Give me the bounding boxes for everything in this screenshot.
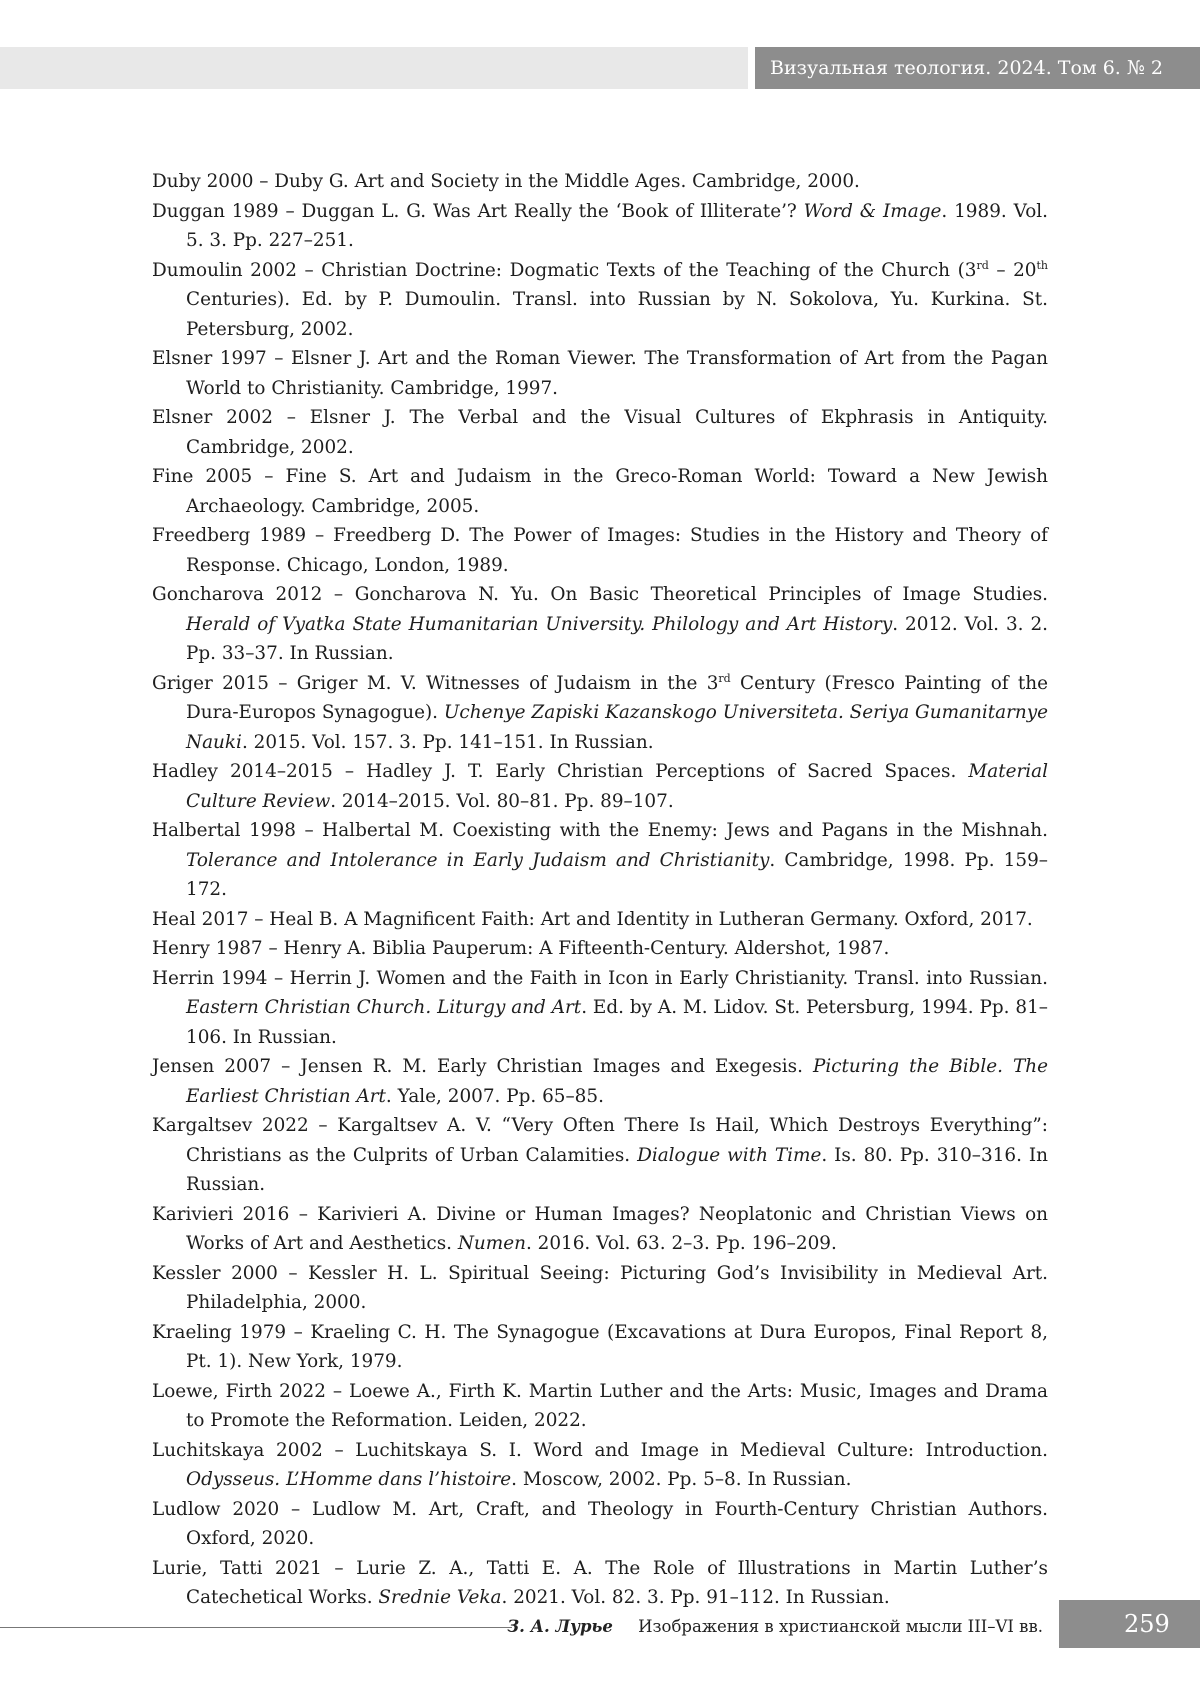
reference-text-segment: Kargaltsev 2022 – Kargaltsev A. V. “Very Often There Is Hail, Which Destroys Everything”: Christians as the Culprits of Urban Calamities.: [152, 1115, 1048, 1166]
reference-italic-segment: Srednie Veka: [378, 1587, 502, 1608]
reference-italic-segment: Eastern Christian Church. Liturgy and Art: [186, 997, 582, 1018]
reference-text-segment: . Yale, 2007. Pp. 65–85.: [385, 1085, 604, 1107]
reference-italic-segment: Picturing the Bible. The Earliest Christian Art: [186, 1056, 1049, 1107]
reference-text-segment: Century (Fresco Painting of the Dura-Europos Synagogue).: [186, 672, 1048, 723]
reference-text-segment: . 1989. Vol. 5. 3. Pp. 227–251.: [186, 200, 1048, 251]
reference-entry: [152, 1318, 1048, 1377]
reference-text-segment: . 2021. Vol. 82. 3. Pp. 91–112. In Russian.: [501, 1587, 890, 1608]
reference-text-segment: Heal 2017 – Heal B. A Magnificent Faith: Art and Identity in Lutheran Germany. Oxford, 2017.: [152, 908, 1033, 930]
reference-entry: [152, 905, 1048, 935]
reference-entry: [152, 462, 1048, 521]
reference-text-segment: . 2012. Vol. 3. 2. Pp. 33–37. In Russian.: [186, 613, 1048, 664]
journal-title: Визуальная теология. 2024. Том 6. № 2: [770, 57, 1163, 79]
reference-text-segment: Dumoulin 2002 – Christian Doctrine: Dogmatic Texts of the Teaching of the Church (3: [152, 259, 977, 281]
reference-entry: [152, 1052, 1048, 1111]
page-number: 259: [1124, 1610, 1170, 1638]
footer-article-title: Изображения в христианской мысли III–VI вв.: [638, 1617, 1043, 1636]
reference-text-segment: Freedberg 1989 – Freedberg D. The Power of Images: Studies in the History and Theory of Response. Chicago, London, 1989.: [152, 525, 1048, 576]
reference-entry: [152, 580, 1048, 669]
reference-text-segment: Duby 2000 – Duby G. Art and Society in the Middle Ages. Cambridge, 2000.: [152, 171, 860, 192]
reference-entry: [152, 1554, 1048, 1613]
reference-text-segment: Kessler 2000 – Kessler H. L. Spiritual Seeing: Picturing God’s Invisibility in Medieval Art. Philadelphia, 2000.: [152, 1262, 1048, 1313]
reference-italic-segment: Word & Image: [803, 200, 942, 222]
footer-rule: [0, 1627, 512, 1628]
footer-author: З. А. Лурье: [507, 1617, 613, 1636]
reference-text-segment: – 20: [988, 259, 1037, 281]
running-footer: [507, 1612, 1043, 1642]
reference-text-segment: . 2015. Vol. 157. 3. Pp. 141–151. In Russian.: [241, 731, 654, 753]
reference-entry: [152, 1111, 1048, 1200]
reference-text-segment: Loewe, Firth 2022 – Loewe A., Firth K. Martin Luther and the Arts: Music, Images and Drama to Promote the Reformation. Leiden, 2022.: [152, 1380, 1048, 1431]
reference-text-segment: . Moscow, 2002. Pp. 5–8. In Russian.: [511, 1469, 852, 1490]
reference-text-segment: Elsner 1997 – Elsner J. Art and the Roman Viewer. The Transformation of Art from the Pagan World to Christianity. Cambridge, 1997.: [152, 348, 1048, 399]
reference-text-segment: Herrin 1994 – Herrin J. Women and the Faith in Icon in Early Christianity. Transl. into Russian.: [152, 967, 1048, 989]
reference-text-segment: Luchitskaya 2002 – Luchitskaya S. I. Word and Image in Medieval Culture: Introduction.: [152, 1439, 1048, 1461]
reference-entry: [152, 1436, 1048, 1495]
reference-entry: [152, 256, 1048, 345]
reference-italic-segment: Material Culture Review: [186, 761, 1048, 812]
reference-text-segment: Duggan 1989 – Duggan L. G. Was Art Really the ‘Book of Illiterate’?: [152, 200, 804, 222]
reference-entry: [152, 669, 1048, 758]
reference-entry: [152, 816, 1048, 905]
reference-entry: [152, 521, 1048, 580]
reference-superscript: rd: [718, 671, 731, 685]
reference-superscript: rd: [976, 258, 989, 272]
reference-text-segment: Griger 2015 – Griger M. V. Witnesses of Judaism in the 3: [152, 672, 719, 694]
reference-superscript: th: [1036, 258, 1049, 272]
reference-text-segment: . 2014–2015. Vol. 80–81. Pp. 89–107.: [330, 790, 674, 812]
reference-text-segment: . Is. 80. Pp. 310–316. In Russian.: [186, 1144, 1048, 1195]
reference-entry: [152, 1377, 1048, 1436]
reference-text-segment: Fine 2005 – Fine S. Art and Judaism in the Greco-Roman World: Toward a New Jewish Archaeology. Cambridge, 2005.: [152, 466, 1048, 517]
header-bar-left: [0, 47, 748, 89]
reference-italic-segment: Odysseus. L’Homme dans l’histoire: [186, 1469, 512, 1490]
page-number-box: [1059, 1600, 1200, 1648]
reference-entry: [152, 934, 1048, 964]
reference-text-segment: . Ed. by A. M. Lidov. St. Petersburg, 1994. Pp. 81–106. In Russian.: [186, 997, 1048, 1048]
reference-italic-segment: Tolerance and Intolerance in Early Judaism and Christianity: [186, 849, 770, 871]
reference-text-segment: Halbertal 1998 – Halbertal M. Coexisting with the Enemy: Jews and Pagans in the Mishnah.: [152, 820, 1048, 841]
reference-text-segment: Henry 1987 – Henry A. Biblia Pauperum: A Fifteenth-Century. Aldershot, 1987.: [152, 938, 890, 959]
reference-text-segment: Karivieri 2016 – Karivieri A. Divine or Human Images? Neoplatonic and Christian Views on Works of Art and Aesthetics.: [152, 1203, 1048, 1254]
reference-entry: [152, 167, 1048, 197]
reference-text-segment: . Cambridge, 1998. Pp. 159–172.: [186, 849, 1048, 900]
reference-text-segment: Elsner 2002 – Elsner J. The Verbal and the Visual Cultures of Ekphrasis in Antiquity. Cambridge, 2002.: [152, 407, 1048, 458]
reference-entry: [152, 403, 1048, 462]
reference-entry: [152, 344, 1048, 403]
reference-text-segment: Goncharova 2012 – Goncharova N. Yu. On Basic Theoretical Principles of Image Studies.: [152, 584, 1048, 605]
reference-text-segment: Lurie, Tatti 2021 – Lurie Z. A., Tatti E. A. The Role of Illustrations in Martin Luther’s Catechetical Works.: [152, 1557, 1048, 1608]
references-list: [152, 167, 1048, 1613]
reference-entry: [152, 1259, 1048, 1318]
running-header: [755, 47, 1200, 89]
reference-italic-segment: Dialogue with Time: [637, 1144, 822, 1166]
reference-entry: [152, 757, 1048, 816]
reference-entry: [152, 964, 1048, 1053]
reference-text-segment: Jensen 2007 – Jensen R. M. Early Christian Images and Exegesis.: [152, 1056, 813, 1077]
reference-entry: [152, 197, 1048, 256]
reference-text-segment: Centuries). Ed. by P. Dumoulin. Transl. into Russian by N. Sokolova, Yu. Kurkina. St. Petersburg, 2002.: [186, 289, 1048, 340]
reference-italic-segment: Uchenye Zapiski Kazanskogo Universiteta. Seriya Gumanitarnye Nauki: [186, 702, 1048, 753]
reference-entry: [152, 1200, 1048, 1259]
reference-italic-segment: Numen: [457, 1233, 526, 1254]
reference-text-segment: Hadley 2014–2015 – Hadley J. T. Early Christian Perceptions of Sacred Spaces.: [152, 761, 969, 782]
reference-italic-segment: Herald of Vyatka State Humanitarian University. Philology and Art History: [186, 613, 893, 635]
reference-text-segment: Kraeling 1979 – Kraeling C. H. The Synagogue (Excavations at Dura Europos, Final Report 8, Pt. 1). New York, 1979.: [152, 1321, 1048, 1372]
reference-entry: [152, 1495, 1048, 1554]
reference-text-segment: Ludlow 2020 – Ludlow M. Art, Craft, and Theology in Fourth-Century Christian Authors. Oxford, 2020.: [152, 1498, 1048, 1549]
reference-text-segment: . 2016. Vol. 63. 2–3. Pp. 196–209.: [525, 1233, 837, 1254]
